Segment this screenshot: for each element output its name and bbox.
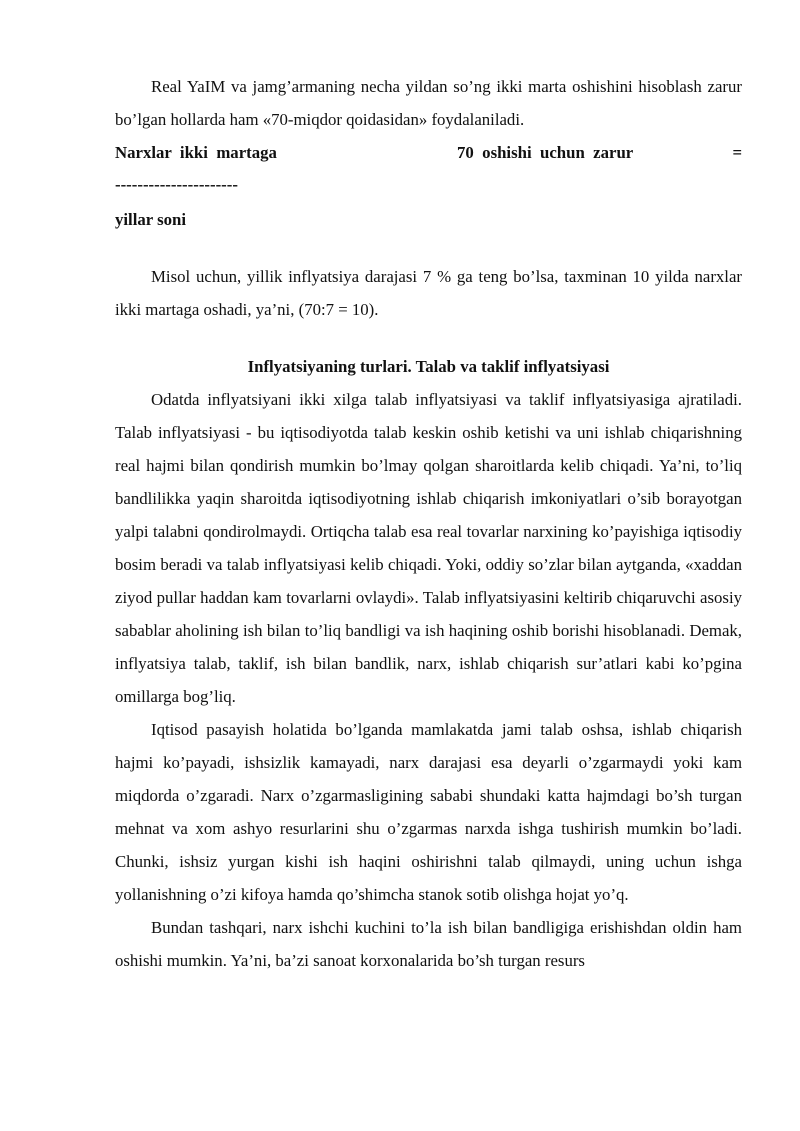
section-heading: Inflyatsiyaning turlari. Talab va taklif inflyatsiyasi xyxy=(247,357,610,376)
paragraph-demand-inflation: Odatda inflyatsiyani ikki xilga talab inflyatsiyasi va taklif inflyatsiyasiga ajratiladi. Talab inflyatsiyasi - bu iqtisodiyotda talab keskin oshib ketishi va uni ishlab chiqarishning real hajmi bilan qondirish mumkin bo’lmay qolgan sharoitlarda kelib chiqadi. Ya’ni, to’liq bandlilikka yaqin sharoitda iqtisodiyotning ishlab chiqarish imkoniyatlari o’sib borayotgan yalpi talabni qondirolmaydi. Ortiqcha talab esa real tovarlar narxining ko’payishiga iqtisodiy bosim beradi va talab inflyatsiyasi kelib chiqadi. Yoki, oddiy so’zlar bilan aytganda, «xaddan ziyod pullar haddan kam tovarlarni ovlaydi». Talab inflyatsiyasini keltirib chiqaruvchi asosiy sabablar aholining ish bilan to’liq bandligi va ish haqining oshib borishi hisoblanadi. Demak, inflyatsiya talab, taklif, ish bilan bandlik, narx, ishlab chiqarish sur’atlari kabi ko’pgina omillarga bog’liq. xyxy=(115,390,742,706)
formula-numerator-row xyxy=(115,136,742,169)
formula-denominator: yillar soni xyxy=(115,210,187,229)
paragraph-example: Misol uchun, yillik inflyatsiya darajasi 7 % ga teng bo’lsa, taxminan 10 yilda narxlar ikki martaga oshadi, ya’ni, (70:7 = 10). xyxy=(115,267,742,319)
paragraph-full-employment: Bundan tashqari, narx ishchi kuchini to’la ish bilan bandligiga erishishdan oldin ham oshishi mumkin. Ya’ni, ba’zi sanoat korxonalarida bo’sh turgan resurs xyxy=(115,918,742,970)
formula-left-text: Narxlar ikki martaga xyxy=(115,143,277,162)
formula-equals-sign: = xyxy=(732,143,742,162)
formula-fraction-line: ---------------------- xyxy=(115,175,238,194)
document-page xyxy=(115,70,742,977)
formula-middle-text: 70 oshishi uchun zarur xyxy=(457,143,634,162)
paragraph-rule-of-70: Real YaIM va jamg’armaning necha yildan so’ng ikki marta oshishini hisoblash zarur bo’lgan hollarda ham «70-miqdor qoidasidan» foydalaniladi. xyxy=(115,77,742,129)
paragraph-recession: Iqtisod pasayish holatida bo’lganda mamlakatda jami talab oshsa, ishlab chiqarish hajmi ko’payadi, ishsizlik kamayadi, narx darajasi esa deyarli o’zgarmaydi yoki kam miqdorda o’zgaradi. Narx o’zgarmasligining sababi shundaki katta hajmdagi bo’sh turgan mehnat va xom ashyo resurlarini shu o’zgarmas narxda ishga tushirish mumkin bo’ladi. Chunki, ishsiz yurgan kishi ish haqini oshirishni talab qilmaydi, uning uchun ishga yollanishning o’zi kifoya hamda qo’shimcha stanok sotib olishga hojat yo’q. xyxy=(115,720,742,904)
